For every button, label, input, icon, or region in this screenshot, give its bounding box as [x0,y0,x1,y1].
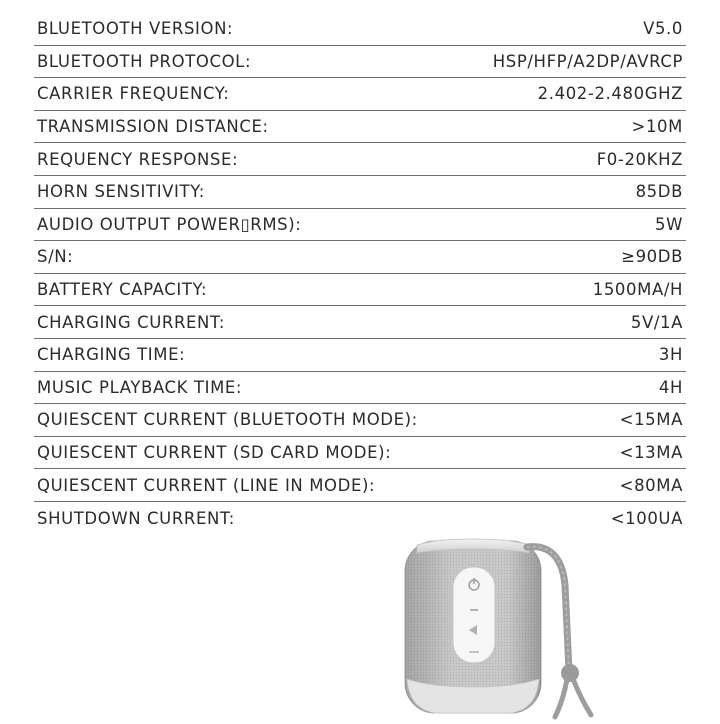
spec-label: QUIESCENT CURRENT (SD CARD MODE): [37,443,392,463]
spec-row [34,306,686,339]
spec-value: 5W [654,214,683,234]
spec-label: REQUENCY RESPONSE: [37,149,239,169]
spec-label: AUDIO OUTPUT POWER▯RMS): [37,214,302,234]
spec-value: HSP/HFP/A2DP/AVRCP [492,51,683,71]
spec-label: MUSIC PLAYBACK TIME: [37,377,243,397]
speaker-illustration [395,533,695,720]
spec-value: F0-20KHZ [596,149,683,169]
spec-value: 1500MA/H [592,280,683,300]
spec-row [34,46,686,79]
spec-value: 3H [658,345,683,365]
spec-value: 2.402-2.480GHZ [537,84,683,104]
spec-value: 85DB [635,182,683,202]
spec-value: 4H [658,377,683,397]
spec-row [34,274,686,307]
spec-row [34,437,686,470]
spec-label: QUIESCENT CURRENT (BLUETOOTH MODE): [37,410,418,430]
spec-value: V5.0 [643,19,683,39]
spec-row [34,404,686,437]
spec-label: BLUETOOTH VERSION: [37,19,234,39]
spec-label: TRANSMISSION DISTANCE: [37,117,269,137]
spec-label: QUIESCENT CURRENT (LINE IN MODE): [37,475,376,495]
spec-value: <15MA [619,410,683,430]
spec-value: >10M [631,117,683,137]
spec-row [34,502,686,535]
spec-row [34,339,686,372]
speaker-product-image [395,533,695,720]
spec-row [34,13,686,46]
spec-label: HORN SENSITIVITY: [37,182,205,202]
spec-row [34,143,686,176]
spec-label: S/N: [37,247,74,267]
spec-row [34,176,686,209]
spec-label: CHARGING TIME: [37,345,186,365]
spec-row [34,209,686,242]
spec-row [34,372,686,405]
spec-row [34,469,686,502]
spec-row [34,78,686,111]
spec-value: ≥90DB [621,247,683,267]
spec-value: <80MA [619,475,683,495]
spec-row [34,111,686,144]
spec-label: CARRIER FREQUENCY: [37,84,230,104]
spec-value: <13MA [619,443,683,463]
spec-value: <100UA [610,508,683,528]
spec-label: SHUTDOWN CURRENT: [37,508,235,528]
spec-label: BATTERY CAPACITY: [37,280,208,300]
spec-label: CHARGING CURRENT: [37,312,226,332]
spec-value: 5V/1A [630,312,683,332]
spec-label: BLUETOOTH PROTOCOL: [37,51,252,71]
spec-row [34,241,686,274]
spec-table [34,13,686,535]
